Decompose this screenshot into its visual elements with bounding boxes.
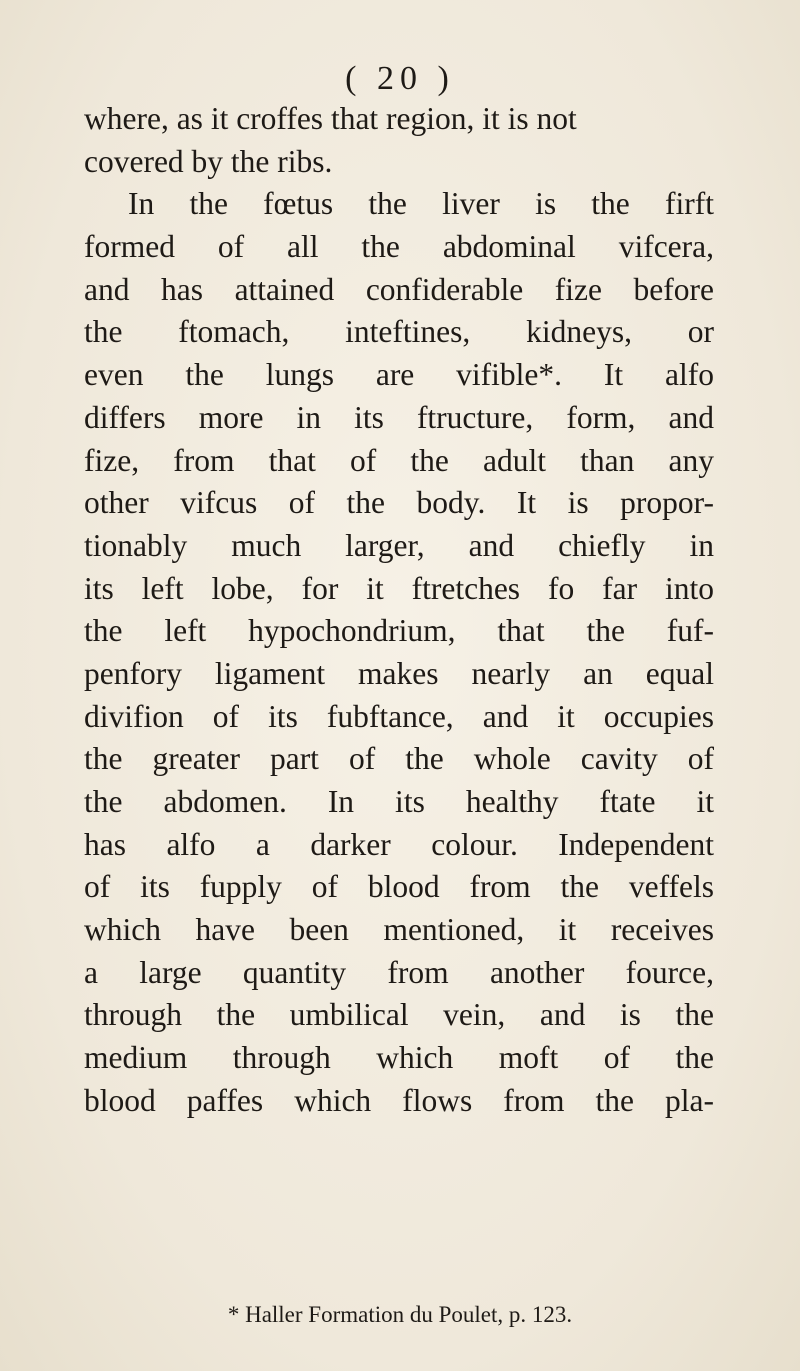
text-line: through the umbilical vein, and is the [84,997,714,1033]
text-line: which have been mentioned, it receives [84,912,714,948]
text-line: other vifcus of the body. It is propor- [84,485,714,521]
page-number: ( 20 ) [345,60,455,97]
text-line: where, as it croffes that region, it is not [84,101,577,136]
footnote: * Haller Formation du Poulet, p. 123. [227,1302,573,1327]
text-line: the ftomach, inteftines, kidneys, or [84,314,714,350]
text-line: its left lobe, for it ftretches fo far into [84,570,714,606]
body-text [84,98,714,1123]
text-line: divifion of its fubftance, and it occupies [84,698,714,734]
text-line: the left hypochondrium, that the fuf- [84,613,714,649]
text-line: tionably much larger, and chiefly in [84,527,714,563]
text-line: In the fœtus the liver is the firft [128,186,714,222]
text-line: formed of all the abdominal vifcera, [84,229,714,265]
text-line: penfory ligament makes nearly an equal [84,655,714,691]
text-line: covered by the ribs. [84,143,333,179]
text-line: a large quantity from another fource, [84,954,714,990]
text-line: of its fupply of blood from the veffels [84,869,714,905]
text-line: medium through which moft of the [84,1040,714,1076]
text-line: even the lungs are vifible*. It alfo [84,357,714,393]
text-line: the greater part of the whole cavity of [84,741,714,777]
text-line: has alfo a darker colour. Independent [84,826,714,862]
text-line: blood paffes which flows from the pla- [84,1082,714,1118]
text-line: fize, from that of the adult than any [84,442,714,478]
text-line: differs more in its ftructure, form, and [84,399,714,435]
text-line: the abdomen. In its healthy ftate it [84,784,714,819]
text-line: and has attained confiderable fize before [84,271,714,307]
